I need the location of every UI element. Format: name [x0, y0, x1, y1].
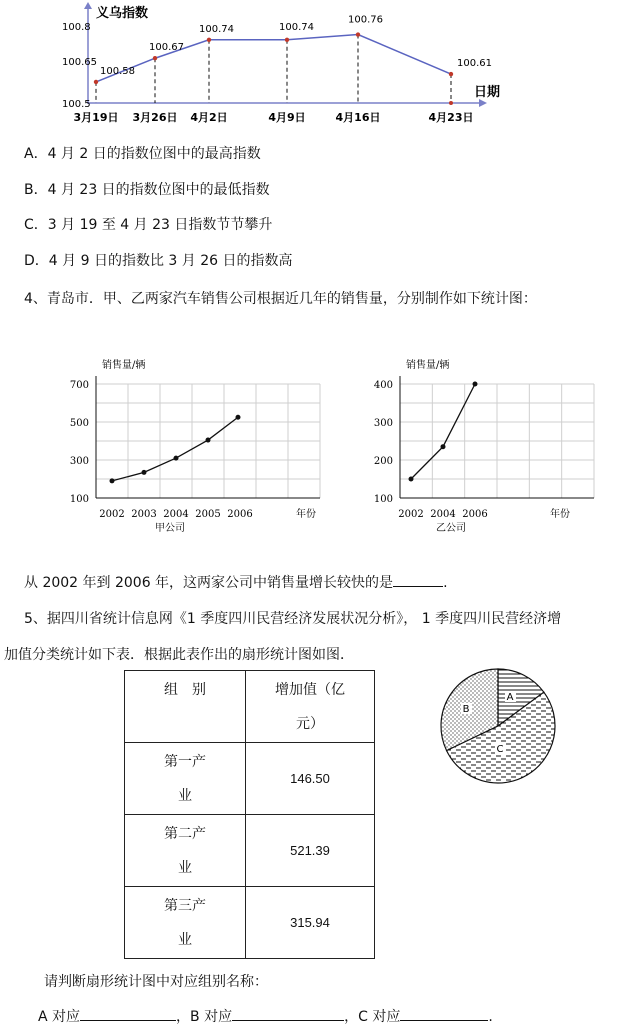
- x-tick-label: 2005: [195, 509, 221, 520]
- row-group: 第一产 业: [125, 743, 246, 815]
- x-tick-label: 2004: [163, 509, 189, 520]
- x-axis-arrow: [479, 99, 487, 107]
- q4-question-suffix: .: [443, 575, 448, 591]
- q5-stem-line1: 5、据四川省统计信息网《1 季度四川民营经济发展状况分析》， 1 季度四川民营经济增: [24, 611, 562, 627]
- data-point: [110, 478, 115, 483]
- q4-question-prefix: 从 2002 年到 2006 年，这两家公司中销售量增长较快的是: [24, 575, 394, 591]
- x-axis-title: 日期: [474, 85, 501, 100]
- x-tick-label: 2002: [99, 509, 125, 520]
- option-b: B．4 月 23 日的指数位图中的最低指数: [24, 182, 270, 198]
- series-line: [411, 384, 475, 479]
- q5-answers: [38, 1006, 493, 1027]
- q5-stem-line2: 加值分类统计如下表．根据此表作出的扇形统计图如图．: [4, 647, 354, 663]
- option-a: A．4 月 2 日的指数位图中的最高指数: [24, 146, 261, 162]
- answer-end: .: [488, 1009, 493, 1025]
- y-axis-title: 销售量/辆: [102, 360, 146, 371]
- data-point: [409, 477, 414, 482]
- x-tick-label: 2006: [462, 509, 488, 520]
- q4-stem: 4、青岛市．甲、乙两家汽车销售公司根据近几年的销售量，分别制作如下统计图：: [24, 291, 537, 307]
- data-point: [236, 415, 241, 420]
- answer-c-label: ，C 对应: [344, 1009, 401, 1025]
- header-value: 增加值（亿 元）: [246, 671, 375, 743]
- x-axis-title: 年份: [296, 509, 316, 520]
- answer-a-label: A 对应: [38, 1009, 81, 1025]
- chart-title: 乙公司: [436, 523, 466, 534]
- table-row: [125, 743, 375, 815]
- data-label: 100.76: [348, 14, 383, 26]
- data-label: 100.61: [457, 58, 492, 70]
- y-tick-label: 100: [373, 494, 393, 505]
- header-group: 组 别: [125, 671, 246, 743]
- y-axis-title: 义乌指数: [96, 6, 149, 21]
- option-c: C．3 月 19 至 4 月 23 日指数节节攀升: [24, 217, 273, 233]
- yiwu-index-chart: [0, 0, 640, 130]
- data-point: [473, 382, 478, 387]
- data-point: [206, 438, 211, 443]
- industry-table: [124, 670, 375, 959]
- q4-question: [24, 572, 448, 593]
- q4-answer-blank[interactable]: [393, 572, 443, 587]
- data-point: [285, 38, 289, 42]
- data-point: [94, 80, 98, 84]
- x-tick-label: 3月26日: [132, 111, 178, 124]
- answer-b-label: ，B 对应: [176, 1009, 233, 1025]
- data-label: 100.74: [199, 23, 234, 35]
- pie-chart: [436, 664, 560, 788]
- y-tick-label: 300: [373, 418, 393, 429]
- x-tick-label: 3月19日: [73, 111, 119, 124]
- x-tick-label: 2003: [131, 509, 157, 520]
- answer-c-blank[interactable]: [400, 1006, 488, 1021]
- x-tick-label: 4月9日: [268, 111, 306, 124]
- row-group: 第三产 业: [125, 887, 246, 959]
- series-line: [112, 417, 238, 481]
- x-tick-label: 4月2日: [190, 111, 228, 124]
- x-tick-label: 2004: [430, 509, 456, 520]
- sales-charts: [0, 340, 640, 545]
- axis-point: [449, 101, 453, 105]
- y-tick-label: 300: [69, 456, 89, 467]
- y-tick-label: 100.8: [62, 22, 91, 33]
- row-group: 第二产 业: [125, 815, 246, 887]
- row-value: 146.50: [246, 743, 375, 815]
- x-tick-label: 4月16日: [335, 111, 381, 124]
- data-point: [153, 56, 157, 60]
- data-label: 100.74: [279, 21, 314, 33]
- y-tick-label: 200: [373, 456, 393, 467]
- y-tick-label: 100.65: [62, 57, 97, 68]
- x-tick-label: 2006: [227, 509, 253, 520]
- y-tick-label: 400: [373, 380, 393, 391]
- data-point: [449, 72, 453, 76]
- table-row: [125, 815, 375, 887]
- row-value: 315.94: [246, 887, 375, 959]
- data-point: [441, 444, 446, 449]
- row-value: 521.39: [246, 815, 375, 887]
- data-point: [142, 470, 147, 475]
- pie-label: B: [462, 704, 470, 715]
- x-axis-title: 年份: [550, 509, 570, 520]
- table-row: [125, 887, 375, 959]
- y-tick-label: 100: [69, 494, 89, 505]
- data-point: [356, 32, 360, 36]
- chart-title: 甲公司: [155, 523, 185, 534]
- option-d: D．4 月 9 日的指数比 3 月 26 日的指数高: [24, 253, 293, 269]
- y-tick-label: 500: [69, 418, 89, 429]
- data-point: [207, 38, 211, 42]
- y-axis-title: 销售量/辆: [406, 360, 450, 371]
- y-tick-label: 700: [69, 380, 89, 391]
- answer-a-blank[interactable]: [80, 1006, 176, 1021]
- table-header-row: [125, 671, 375, 743]
- x-tick-label: 2002: [398, 509, 424, 520]
- pie-label: A: [506, 692, 514, 703]
- x-tick-label: 4月23日: [428, 111, 474, 124]
- data-label: 100.58: [100, 65, 135, 77]
- y-tick-label: 100.5: [62, 99, 91, 110]
- data-point: [174, 456, 179, 461]
- y-axis-arrow: [84, 2, 92, 9]
- answer-b-blank[interactable]: [232, 1006, 344, 1021]
- data-label: 100.67: [149, 42, 184, 54]
- q5-prompt: 请判断扇形统计图中对应组别名称：: [44, 974, 268, 990]
- pie-label: C: [496, 744, 504, 755]
